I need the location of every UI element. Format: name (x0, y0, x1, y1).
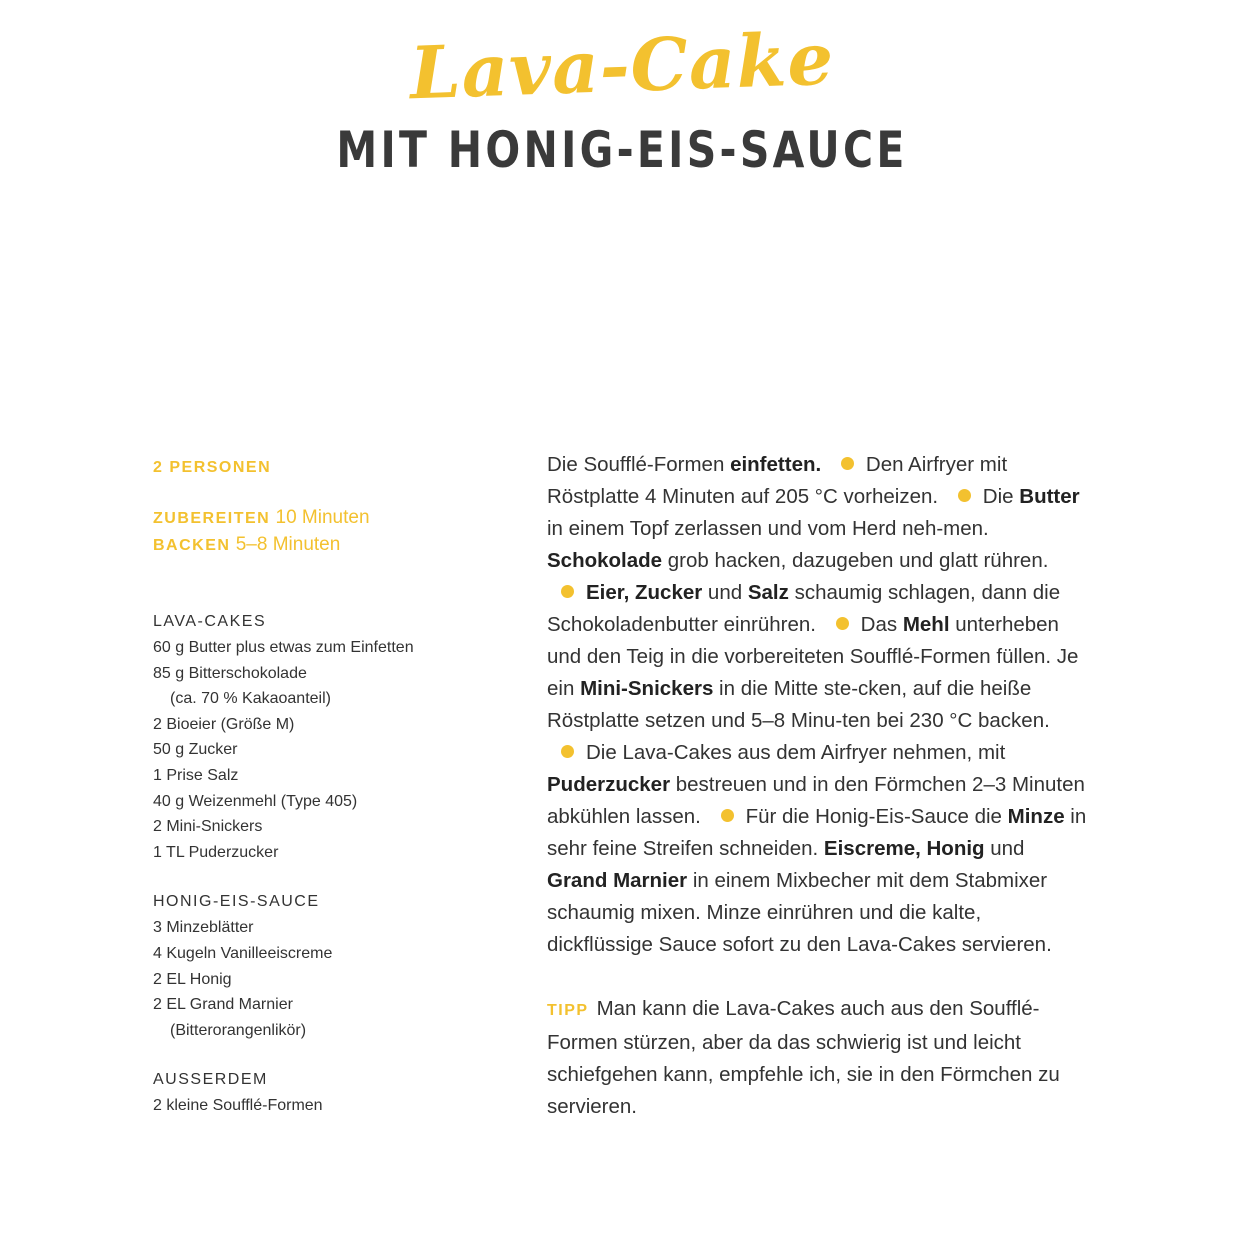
step-text: Das (860, 613, 903, 636)
step-text: Die (982, 485, 1020, 508)
step-text: in sehr feine Streifen schneiden. (547, 805, 1087, 860)
tip-label: TIPP (547, 1002, 589, 1019)
step-text: in die Mitte ste-cken, auf die heiße Röstplatte setzen und 5–8 Minu-ten bei 230 °C backen. (547, 677, 1050, 732)
section-heading: HONIG-EIS-SAUCE (153, 893, 320, 911)
ingredient-item: 1 TL Puderzucker (153, 843, 279, 861)
ingredient-item: 2 Bioeier (Größe M) (153, 715, 295, 733)
tip-text: Man kann die Lava-Cakes auch aus den Soufflé-Formen stürzen, aber da das schwierig ist und leicht schiefgehen kann, empfehle ich, sie in den Förmchen zu servieren. (547, 997, 1060, 1118)
ingredient-item: 2 EL Grand Marnier (153, 996, 293, 1014)
step-text: grob hacken, dazugeben und glatt rühren. (662, 549, 1049, 572)
ingredient-highlight: Schokolade (547, 549, 663, 572)
step-bullet-icon (958, 489, 971, 502)
step-bullet-icon (561, 745, 574, 758)
section-heading: AUSSERDEM (153, 1071, 268, 1089)
prep-value: 10 Minuten (275, 507, 370, 528)
ingredient-item: 2 Mini-Snickers (153, 818, 263, 836)
bake-label: BACKEN (153, 537, 231, 554)
step-bullet-icon (836, 617, 849, 630)
prep-time (153, 505, 493, 532)
step-bullet-icon (721, 809, 734, 822)
step-bullet-icon (561, 585, 574, 598)
ingredient-highlight: Salz (747, 581, 789, 604)
step-text: und (984, 837, 1025, 860)
step-text: bestreuen und in den Förmchen 2–3 Minuten abkühlen lassen. (547, 773, 1085, 828)
instructions (547, 449, 1087, 1123)
recipe-title-main: MIT HONIG-EIS-SAUCE (336, 121, 908, 179)
bake-time (153, 532, 493, 559)
ingredient-item: (ca. 70 % Kakaoanteil) (170, 690, 331, 708)
ingredient-item: 2 kleine Soufflé-Formen (153, 1097, 323, 1115)
ingredient-item: 4 Kugeln Vanilleeiscreme (153, 944, 333, 962)
tip-paragraph (547, 993, 1087, 1123)
step-text: Den Airfryer mit Röstplatte 4 Minuten auf 205 °C vorheizen. (547, 453, 1008, 508)
ingredient-item: 40 g Weizenmehl (Type 405) (153, 792, 358, 810)
ingredient-highlight: einfetten. (730, 453, 822, 476)
step-text: Die Lava-Cakes aus dem Airfryer nehmen, mit (586, 741, 1006, 764)
ingredient-item: (Bitterorangenlikör) (170, 1021, 307, 1039)
bake-value: 5–8 Minuten (235, 534, 341, 555)
step-bullet-icon (841, 457, 854, 470)
recipe-sidebar (153, 455, 493, 1119)
ingredient-item: 60 g Butter plus etwas zum Einfetten (153, 639, 414, 656)
ingredient-list (153, 915, 493, 1043)
ingredient-highlight: Eiscreme, Honig (823, 837, 985, 860)
ingredient-item: 85 g Bitterschokolade (153, 664, 307, 682)
ingredient-highlight: Minze (1007, 805, 1065, 828)
ingredient-item: 1 Prise Salz (153, 766, 239, 784)
step-text: in einem Topf zerlassen und vom Herd neh-men. (547, 517, 989, 540)
ingredient-list (153, 635, 493, 865)
servings: 2 PERSONEN (153, 459, 272, 476)
step-text: und (702, 581, 748, 604)
ingredient-highlight: Grand Marnier (547, 869, 688, 892)
step-text: unterheben und den Teig in die vorbereiteten Soufflé-Formen füllen. Je ein (547, 613, 1079, 700)
prep-label: ZUBEREITEN (153, 510, 271, 527)
ingredient-item: 2 EL Honig (153, 970, 232, 988)
ingredient-highlight: Eier, Zucker (586, 581, 703, 604)
step-text: in einem Mixbecher mit dem Stabmixer schaumig mixen. Minze einrühren und die kalte, dickflüssige Sauce sofort zu den Lava-Cakes servieren. (547, 869, 1052, 956)
step-text: schaumig schlagen, dann die Schokoladenbutter einrühren. (547, 581, 1061, 636)
ingredient-sections (153, 559, 493, 1119)
ingredient-highlight: Butter (1019, 485, 1080, 508)
step-text: Die Soufflé-Formen (547, 453, 731, 476)
ingredient-item: 50 g Zucker (153, 741, 238, 759)
ingredient-highlight: Puderzucker (547, 773, 671, 796)
step-text: Für die Honig-Eis-Sauce die (745, 805, 1008, 828)
steps-paragraph (547, 449, 1087, 961)
ingredient-highlight: Mehl (902, 613, 950, 636)
section-heading: LAVA-CAKES (153, 613, 267, 630)
recipe-title-script: Lava-Cake (408, 15, 836, 116)
ingredient-item: 3 Minzeblätter (153, 919, 254, 937)
ingredient-highlight: Mini-Snickers (580, 677, 714, 700)
ingredient-list (153, 1093, 493, 1119)
